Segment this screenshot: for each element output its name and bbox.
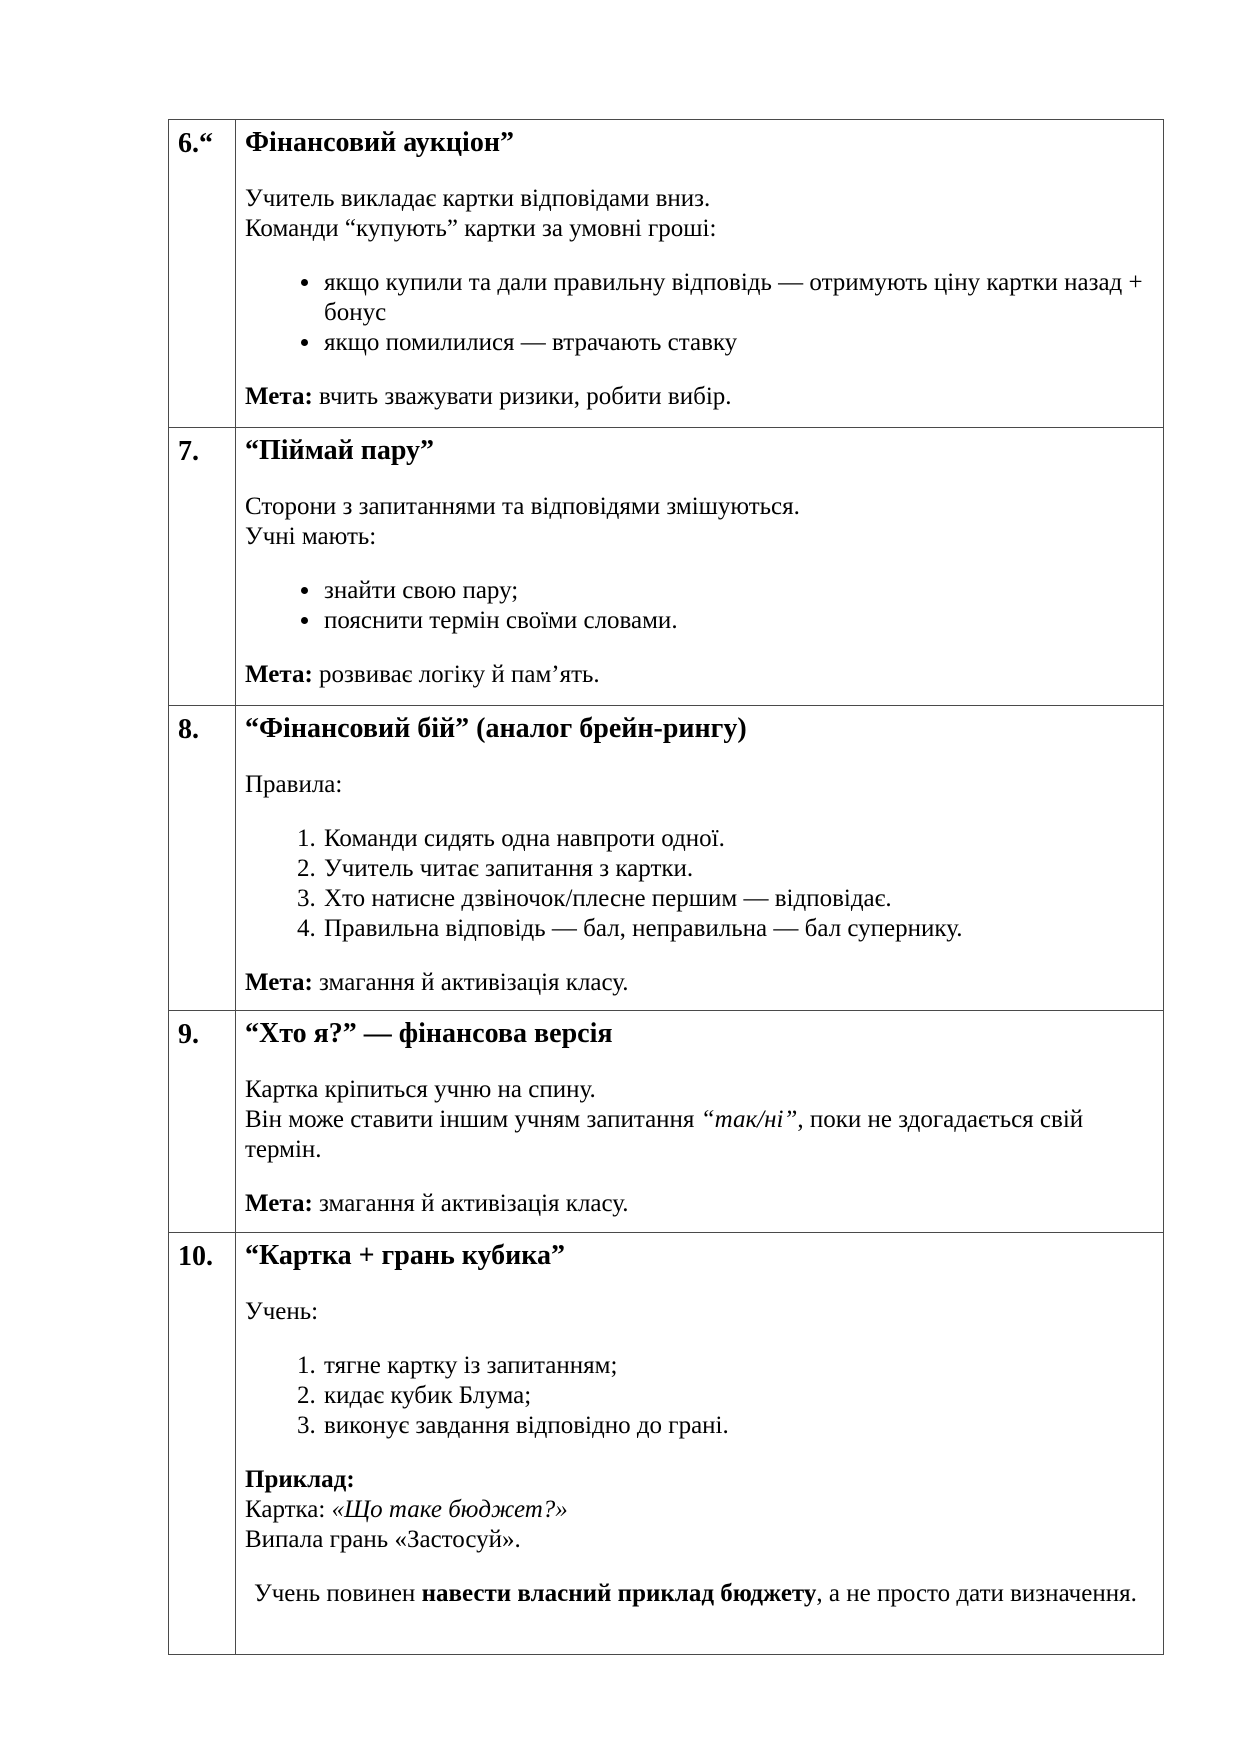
final-post: , а не просто дати визначення. [816, 1580, 1137, 1607]
activities-table [168, 119, 1164, 1655]
activity-title: “Картка + грань кубика” [245, 1240, 565, 1271]
table-row-6 [169, 120, 1164, 428]
example-card-pre: Картка: [245, 1496, 332, 1523]
row-number: 10. [169, 1233, 236, 1655]
table-row-10 [169, 1233, 1164, 1655]
sentence-italic: “так/ні” [700, 1106, 798, 1133]
row-number: 9. [169, 1011, 236, 1233]
intro-paragraph: Сторони з запитаннями та відповідями змішуються. [245, 493, 800, 520]
step-item: 1. Команди сидять одна навпроти одної. [322, 824, 1145, 854]
example-label: Приклад: [245, 1466, 355, 1493]
example-card-question: «Що таке бюджет?» [331, 1496, 568, 1523]
meta-paragraph [245, 1189, 1145, 1219]
meta-text: розвиває логіку й пам’ять. [312, 661, 600, 688]
row-number: 7. [169, 428, 236, 706]
intro-paragraph: Правила: [245, 771, 343, 798]
meta-text: змагання й активізація класу. [312, 969, 629, 996]
bullet-list [245, 576, 1145, 636]
row-number: 6.“ [169, 120, 236, 428]
bullet-item: • пояснити термін своїми словами. [322, 606, 1145, 636]
final-note [245, 1579, 1145, 1609]
meta-paragraph [245, 968, 1145, 998]
final-pre: Учень повинен [254, 1580, 422, 1607]
row-content [236, 1011, 1164, 1233]
activity-title: “Піймай пару” [245, 435, 435, 466]
steps-list [245, 824, 1145, 944]
step-item: 2. кидає кубик Блума; [322, 1381, 1145, 1411]
table-row-8 [169, 706, 1164, 1011]
intro-paragraph: Команди “купують” картки за умовні гроші: [245, 215, 717, 242]
row-content [236, 706, 1164, 1011]
step-item: 1. тягне картку із запитанням; [322, 1351, 1145, 1381]
meta-label: Мета: [245, 383, 313, 410]
meta-label: Мета: [245, 661, 313, 688]
bullet-list [245, 268, 1145, 358]
intro-paragraph [245, 1105, 1145, 1165]
bullet-item: • якщо купили та дали правильну відповідь — отримують ціну картки назад + бонус [322, 268, 1145, 328]
meta-label: Мета: [245, 1190, 313, 1217]
final-bold: навести власний приклад бюджету [421, 1580, 817, 1607]
meta-text: змагання й активізація класу. [312, 1190, 629, 1217]
intro-paragraph: Учитель викладає картки відповідами вниз. [245, 185, 711, 212]
activity-title: “Фінансовий бій” (аналог брейн-рингу) [245, 713, 747, 744]
bullet-item: • якщо помилилися — втрачають ставку [322, 328, 1145, 358]
intro-paragraph: Картка кріпиться учню на спину. [245, 1076, 596, 1103]
bullet-item: • знайти свою пару; [322, 576, 1145, 606]
row-number: 8. [169, 706, 236, 1011]
sentence-post: , поки не здогадається свій термін. [245, 1106, 1084, 1163]
activity-title: Фінансовий аукціон” [245, 127, 514, 158]
intro-paragraph: Учень: [245, 1298, 319, 1325]
meta-text: вчить зважувати ризики, робити вибір. [312, 383, 732, 410]
step-item: 4. Правильна відповідь — бал, неправильна — бал супернику. [322, 914, 1145, 944]
activity-title: “Хто я?” — фінансова версія [245, 1018, 613, 1049]
table-row-7 [169, 428, 1164, 706]
meta-paragraph [245, 660, 1145, 690]
row-content [236, 120, 1164, 428]
intro-paragraph: Учні мають: [245, 523, 377, 550]
table-row-9 [169, 1011, 1164, 1233]
meta-paragraph [245, 382, 1145, 412]
meta-label: Мета: [245, 969, 313, 996]
step-item: 3. Хто натисне дзвіночок/плесне першим — відповідає. [322, 884, 1145, 914]
sentence-pre: Він може ставити іншим учням запитання [245, 1106, 701, 1133]
step-item: 3. виконує завдання відповідно до грані. [322, 1411, 1145, 1441]
step-item: 2. Учитель читає запитання з картки. [322, 854, 1145, 884]
example-face-line: Випала грань «Застосуй». [245, 1526, 521, 1553]
row-content [236, 428, 1164, 706]
row-content [236, 1233, 1164, 1655]
steps-list [245, 1351, 1145, 1441]
example-card-line [245, 1495, 1145, 1525]
